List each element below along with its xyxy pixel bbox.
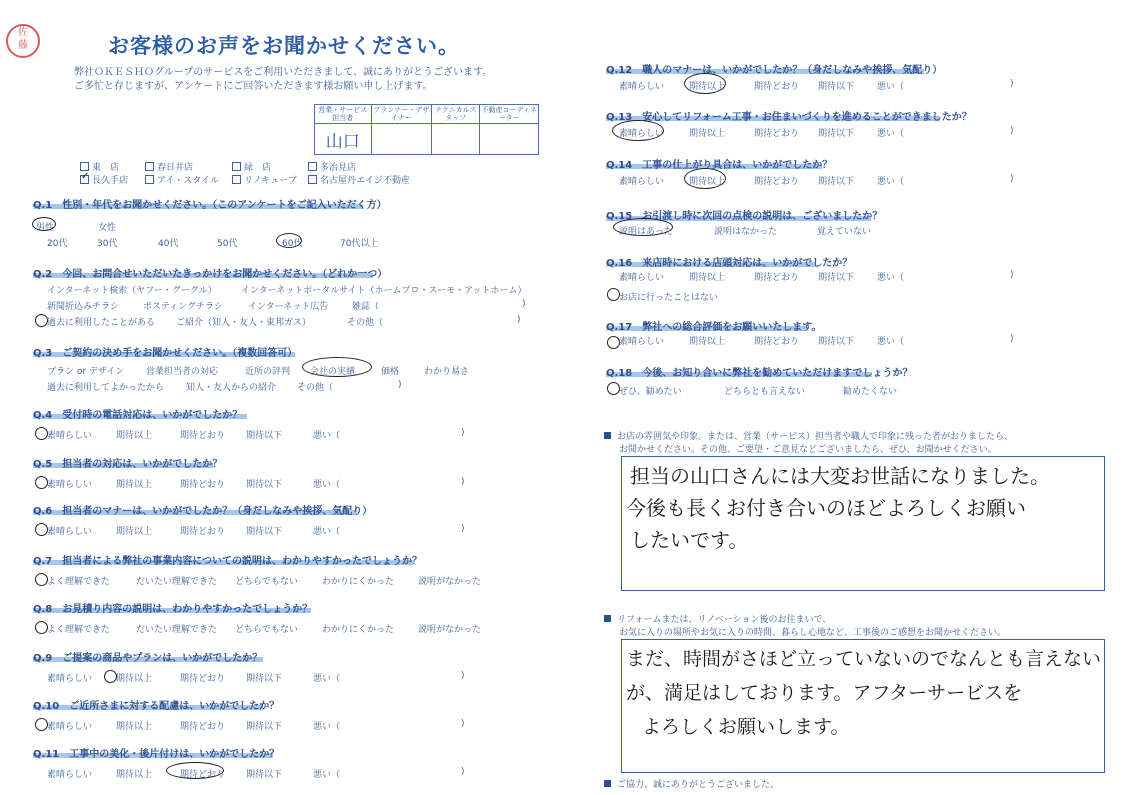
- hand-circle: [35, 314, 48, 327]
- q12-label: Q.12 職人のマナーは、いかがでしたか？（身だしなみや挨拶、気配り）: [606, 65, 943, 76]
- prompt-line: お店の雰囲気や印象。または、営業（サービス）担当者や職人で印象に残った者がおりましたら、: [617, 432, 1014, 442]
- staff-col-sales: 営業・サービス担当者: [315, 105, 372, 124]
- prompt-line: お聞かせください。その他、ご要望・ご意見などございましたら、ぜひ、お聞かせください。: [619, 445, 997, 455]
- paren-close: ): [522, 299, 526, 309]
- q4-option[interactable]: 期待以上: [116, 431, 153, 441]
- q9-label: Q.9 ご提案の商品やプランは、いかがでしたか？: [33, 653, 263, 664]
- q15-label: Q.15 お引渡し時に次回の点検の説明は、ございましたか？: [606, 211, 883, 222]
- q6-option[interactable]: 素晴らしい: [47, 527, 93, 537]
- q5-option[interactable]: 悪い（: [313, 480, 341, 490]
- thanks-text: ご協力、誠にありがとうございました。: [617, 780, 780, 790]
- q10-option[interactable]: 期待以上: [116, 722, 153, 732]
- q12-option[interactable]: 期待以上: [689, 82, 726, 92]
- q2-option[interactable]: 新聞折込みチラシ: [47, 302, 120, 312]
- hand-circle: [104, 670, 117, 683]
- q16-option[interactable]: お店に行ったことはない: [619, 293, 719, 303]
- q2-option[interactable]: インターネット広告: [248, 302, 329, 312]
- q13-option[interactable]: 素晴らしい: [619, 129, 665, 139]
- q14-option[interactable]: 期待以上: [689, 177, 726, 187]
- q11-option[interactable]: 期待以下: [246, 770, 283, 780]
- store-label: 緑 店: [244, 163, 272, 173]
- q12-option[interactable]: 期待以下: [818, 82, 855, 92]
- q14-option[interactable]: 悪い（: [877, 177, 905, 187]
- staff-col-planner: プランナー・デザイナー: [371, 105, 432, 124]
- q11-option[interactable]: 素晴らしい: [47, 770, 93, 780]
- paren-close: ): [461, 767, 465, 777]
- q1-age[interactable]: 40代: [158, 239, 179, 249]
- checkbox[interactable]: [308, 175, 317, 184]
- paren-close: ): [461, 477, 465, 487]
- q1-age[interactable]: 20代: [47, 239, 68, 249]
- staff-cell-realestate[interactable]: [480, 124, 539, 155]
- q18-label: Q.18 今後、お知り合いに弊社を勧めていただけますでしょうか？: [606, 368, 913, 379]
- q16-option[interactable]: 素晴らしい: [619, 273, 665, 283]
- q10-option[interactable]: 期待どおり: [180, 722, 226, 732]
- hand-circle: [276, 233, 302, 248]
- hand-circle: [35, 573, 48, 586]
- q15-option[interactable]: 説明はあった: [619, 227, 673, 237]
- staff-table: [314, 104, 539, 155]
- q7-option[interactable]: わかりにくかった: [322, 577, 395, 587]
- intro-line-2: ご多忙と存じますが、アンケートにご回答いただきます様お願い申し上げます。: [74, 81, 433, 92]
- q7-option[interactable]: どちらでもない: [235, 577, 298, 587]
- q1-age[interactable]: 50代: [217, 239, 238, 249]
- intro-line-1: 弊社ＯＫＥＳＨＯグループのサービスをご利用いただきまして、誠にありがとうございます。: [74, 67, 493, 78]
- q8-option[interactable]: だいたい理解できた: [136, 625, 218, 635]
- paren-close: ): [461, 671, 465, 681]
- q3-option[interactable]: 会社の実績: [310, 367, 356, 377]
- hand-circle: [35, 523, 48, 536]
- handwritten-line: よろしくお願いします。: [642, 716, 850, 738]
- q8-label: Q.8 お見積り内容の説明は、わかりやすかったでしょうか？: [33, 604, 313, 615]
- q1-age[interactable]: 30代: [97, 239, 118, 249]
- q1-label: Q.1 性別・年代をお聞かせください。（このアンケートをご記入いただく方）: [33, 200, 387, 211]
- q17-option[interactable]: 素晴らしい: [619, 337, 665, 347]
- prompt-line: お気に入りの場所やお気に入りの時間、暮らし心地など、工事後のご感想をお聞かせください。: [619, 628, 1007, 638]
- q4-option[interactable]: 悪い（: [313, 431, 341, 441]
- q11-option[interactable]: 期待以上: [116, 770, 153, 780]
- q2-option[interactable]: 過去に利用したことがある: [47, 318, 156, 328]
- checkbox[interactable]: [80, 162, 89, 171]
- q5-option[interactable]: 期待以下: [246, 480, 283, 490]
- q7-option[interactable]: だいたい理解できた: [136, 577, 218, 587]
- staff-name-handwritten[interactable]: 山口: [315, 124, 372, 155]
- paren-close: ): [1010, 126, 1014, 136]
- q15-option[interactable]: 説明はなかった: [714, 227, 778, 237]
- paren-close: ): [461, 428, 465, 438]
- q9-option[interactable]: 悪い（: [313, 674, 341, 684]
- hand-circle: [302, 357, 372, 377]
- paren-close: ): [461, 719, 465, 729]
- q7-label: Q.7 担当者による弊社の事業内容についての説明は、わかりやすかったでしょうか？: [33, 556, 423, 567]
- store-label: アイ・スタイル: [157, 176, 220, 186]
- q16-option[interactable]: 期待どおり: [754, 273, 800, 283]
- paren-close: ): [461, 524, 465, 534]
- q17-option[interactable]: 期待以上: [689, 337, 726, 347]
- q16-option[interactable]: 悪い（: [877, 273, 905, 283]
- q12-option[interactable]: 悪い（: [877, 82, 905, 92]
- staff-col-technical: テクニカルスタッフ: [432, 105, 480, 124]
- q8-option[interactable]: わかりにくかった: [322, 625, 395, 635]
- paren-close: ): [1010, 174, 1014, 184]
- handwritten-line: が、満足はしております。アフターサービスを: [626, 682, 1023, 704]
- q9-option[interactable]: 期待どおり: [180, 674, 226, 684]
- comment2-textarea[interactable]: [621, 639, 1105, 773]
- comment2-prompt: [604, 612, 831, 625]
- hand-circle: [613, 218, 673, 236]
- handwritten-line: まだ、時間がさほど立っていないのでなんとも言えない: [626, 648, 1102, 670]
- q2-label: Q.2 今回、お問合せいただいたきっかけをお聞かせください。（どれか一つ）: [33, 269, 388, 280]
- seal-stamp: 佐 藤: [6, 24, 40, 58]
- handwritten-line: したいです。: [630, 528, 749, 552]
- store-label: 春日井店: [157, 163, 194, 173]
- hand-circle: [35, 718, 48, 731]
- q13-option[interactable]: 期待どおり: [754, 129, 800, 139]
- q4-label: Q.4 受付時の電話対応は、いかがでしたか？: [33, 410, 243, 421]
- q18-option[interactable]: ぜひ、勧めたい: [619, 387, 682, 397]
- q6-option[interactable]: 悪い（: [313, 527, 341, 537]
- q10-label: Q.10 ご近所さまに対する配慮は、いかがでしたか？: [33, 701, 280, 712]
- store-label: 長久手店: [92, 176, 129, 186]
- q3-option[interactable]: 営業担当者の対応: [146, 367, 219, 377]
- q10-option[interactable]: 期待以下: [246, 722, 283, 732]
- q2-option[interactable]: ポスティングチラシ: [143, 302, 223, 312]
- q2-option[interactable]: インターネットポータルサイト（ホームプロ・スーモ・アットホーム）: [241, 286, 527, 296]
- q7-option[interactable]: よく理解できた: [47, 577, 111, 587]
- q6-option[interactable]: 期待以上: [116, 527, 153, 537]
- comment1-prompt: [604, 429, 1013, 442]
- q2-option[interactable]: インターネット検索（ヤフー・グーグル）: [47, 286, 217, 296]
- q14-option[interactable]: 素晴らしい: [619, 177, 665, 187]
- hand-circle: [607, 382, 620, 395]
- q1-option[interactable]: 男性: [36, 223, 55, 233]
- q14-option[interactable]: 期待どおり: [754, 177, 800, 187]
- q12-option[interactable]: 期待どおり: [754, 82, 800, 92]
- q2-option[interactable]: 雑誌（: [352, 302, 380, 312]
- q4-option[interactable]: 期待以下: [246, 431, 283, 441]
- q7-option[interactable]: 説明がなかった: [418, 577, 482, 587]
- q8-option[interactable]: どちらでもない: [235, 625, 298, 635]
- q8-option[interactable]: よく理解できた: [47, 625, 111, 635]
- q5-label: Q.5 担当者の対応は、いかがでしたか？: [33, 459, 223, 470]
- q11-option[interactable]: 悪い（: [313, 770, 341, 780]
- q12-option[interactable]: 素晴らしい: [619, 82, 665, 92]
- form-title: お客様のお声をお聞かせください。: [108, 34, 460, 58]
- checkbox-checked[interactable]: ✓: [81, 171, 90, 182]
- q11-option[interactable]: 期待どおり: [180, 770, 226, 780]
- q3-option[interactable]: わかり易さ: [424, 367, 470, 377]
- staff-col-realestate: 不動産コーディネーター: [481, 106, 537, 122]
- hand-circle: [607, 288, 620, 301]
- q3-option[interactable]: 近所の評判: [245, 367, 291, 377]
- q3-option[interactable]: プラン or デザイン: [47, 367, 125, 377]
- q6-label: Q.6 担当者のマナーは、いかがでしたか？（身だしなみや挨拶、気配り）: [33, 506, 373, 517]
- q3-option[interactable]: 過去に利用してよかったから: [47, 383, 165, 393]
- q16-label: Q.16 来店時における店頭対応は、いかがでしたか？: [606, 258, 853, 269]
- hand-circle: [35, 621, 48, 634]
- hand-circle: [684, 73, 726, 94]
- intro-text: [74, 66, 492, 94]
- comment1-textarea[interactable]: [621, 456, 1105, 591]
- hand-circle: [612, 120, 664, 141]
- q8-option[interactable]: 説明がなかった: [418, 625, 482, 635]
- q1-age[interactable]: 60代: [282, 239, 303, 249]
- store-label: リノキューブ: [244, 176, 297, 186]
- hand-circle: [32, 217, 56, 231]
- q1-option[interactable]: 女性: [98, 223, 117, 233]
- handwritten-line: 今後も長くお付き合いのほどよろしくお願い: [626, 496, 1026, 520]
- store-label: 多治見店: [320, 163, 357, 173]
- q10-option[interactable]: 素晴らしい: [47, 722, 93, 732]
- q9-option[interactable]: 素晴らしい: [47, 674, 93, 684]
- checkbox[interactable]: [145, 175, 154, 184]
- paren-close: ): [398, 380, 402, 390]
- q6-option[interactable]: 期待どおり: [180, 527, 226, 537]
- checkbox[interactable]: [232, 162, 241, 171]
- q2-option[interactable]: ご紹介（知人・友人・東邦ガス）: [176, 318, 312, 328]
- q3-option[interactable]: その他（: [297, 383, 334, 393]
- q9-option[interactable]: 期待以下: [246, 674, 283, 684]
- thanks-line: [604, 777, 779, 790]
- paren-close: ): [1010, 270, 1014, 280]
- q5-option[interactable]: 期待以上: [116, 480, 153, 490]
- staff-cell-planner[interactable]: [371, 124, 432, 155]
- paren-close: ): [1010, 334, 1014, 344]
- hand-circle: [166, 762, 224, 779]
- q15-option[interactable]: 覚えていない: [817, 227, 872, 237]
- q2-option[interactable]: その他（: [347, 318, 384, 328]
- prompt-line: リフォームまたは、リノベーション後のお住まいで、: [617, 615, 832, 625]
- q6-option[interactable]: 期待以下: [246, 527, 283, 537]
- q5-option[interactable]: 期待どおり: [180, 480, 226, 490]
- q13-label: Q.13 安心してリフォーム工事・お住まいづくりを進めることができましたか？: [606, 112, 972, 123]
- q4-option[interactable]: 素晴らしい: [47, 431, 93, 441]
- q14-label: Q.14 工事の仕上がり具合は、いかがでしたか？: [606, 160, 833, 171]
- hand-circle: [35, 427, 48, 440]
- q18-option[interactable]: どちらとも言えない: [724, 387, 806, 397]
- q13-option[interactable]: 期待以上: [689, 129, 726, 139]
- q1-age[interactable]: 70代以上: [340, 239, 379, 249]
- q16-option[interactable]: 期待以下: [818, 273, 855, 283]
- q5-option[interactable]: 素晴らしい: [47, 480, 93, 490]
- q4-option[interactable]: 期待どおり: [180, 431, 226, 441]
- paren-close: ): [1010, 79, 1014, 89]
- store-label: 東 店: [92, 163, 120, 173]
- store-label: 名古屋丹エイジ不動産: [320, 176, 411, 186]
- q13-option[interactable]: 期待以下: [818, 129, 855, 139]
- checkbox[interactable]: [308, 162, 317, 171]
- handwritten-line: 担当の山口さんには大変お世話になりました。: [630, 464, 1050, 488]
- q10-option[interactable]: 悪い（: [313, 722, 341, 732]
- q17-label: Q.17 弊社への総合評価をお願いいたします。: [606, 322, 822, 333]
- q11-label: Q.11 工事中の美化・後片付けは、いかがでしたか？: [33, 749, 280, 760]
- q17-option[interactable]: 悪い（: [877, 337, 905, 347]
- q3-label: Q.3 ご契約の決め手をお聞かせください。（複数回答可）: [33, 348, 298, 359]
- q3-option[interactable]: 価格: [381, 367, 400, 377]
- q16-option[interactable]: 期待以上: [689, 273, 726, 283]
- hand-circle: [684, 168, 726, 189]
- checkbox[interactable]: [232, 175, 241, 184]
- q18-option[interactable]: 勧めたくない: [843, 387, 898, 397]
- q14-option[interactable]: 期待以下: [818, 177, 855, 187]
- q17-option[interactable]: 期待以下: [818, 337, 855, 347]
- q9-option[interactable]: 期待以上: [116, 674, 153, 684]
- hand-circle: [607, 336, 620, 349]
- q13-option[interactable]: 悪い（: [877, 129, 905, 139]
- q17-option[interactable]: 期待どおり: [754, 337, 800, 347]
- paren-close: ): [517, 315, 521, 325]
- q3-option[interactable]: 知人・友人からの紹介: [186, 383, 277, 393]
- staff-cell-technical[interactable]: [432, 124, 480, 155]
- hand-circle: [35, 476, 48, 489]
- checkbox[interactable]: [145, 162, 154, 171]
